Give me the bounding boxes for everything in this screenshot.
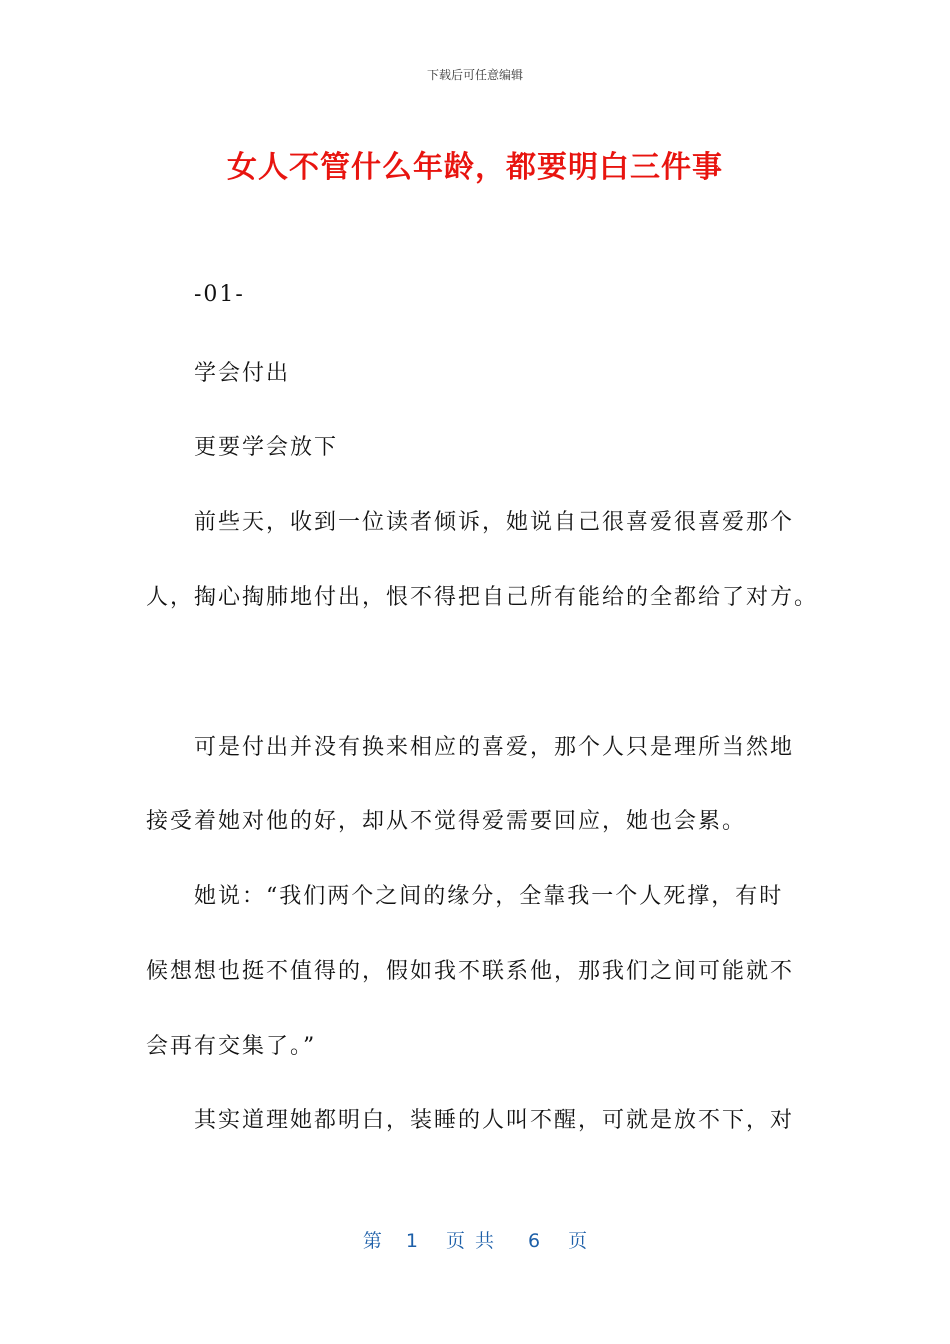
document-title: 女人不管什么年龄，都要明白三件事: [227, 150, 723, 185]
paragraph-line: 其实道理她都明白，装睡的人叫不醒，可就是放不下，对: [194, 1108, 795, 1133]
header-note: 下载后可任意编辑: [426, 68, 523, 82]
paragraph-line: 候想想也挺不值得的，假如我不联系他，那我们之间可能就不: [146, 959, 795, 984]
paragraph-line: 她说：“我们两个之间的缘分，全靠我一个人死撑，有时: [194, 884, 784, 909]
paragraph-line: 会再有交集了。”: [146, 1034, 317, 1059]
footer-page-suffix: 页: [568, 1230, 588, 1252]
page-footer: [0, 1226, 950, 1253]
footer-current-page: 1: [405, 1230, 418, 1252]
paragraph-line: 接受着她对他的好，却从不觉得爱需要回应，她也会累。: [146, 809, 747, 834]
footer-total-pages: 6: [528, 1230, 541, 1252]
section-heading-line-1: 学会付出: [194, 361, 291, 386]
footer-page-mid: 页共: [445, 1230, 504, 1252]
paragraph-line: 人，掏心掏肺地付出，恨不得把自己所有能给的全都给了对方。: [146, 585, 819, 610]
section-number: -01-: [194, 282, 245, 307]
section-heading-line-2: 更要学会放下: [194, 435, 339, 460]
footer-page-prefix: 第: [362, 1230, 382, 1252]
paragraph-line: 前些天，收到一位读者倾诉，她说自己很喜爱很喜爱那个: [194, 510, 795, 535]
paragraph-line: 可是付出并没有换来相应的喜爱，那个人只是理所当然地: [194, 735, 795, 760]
